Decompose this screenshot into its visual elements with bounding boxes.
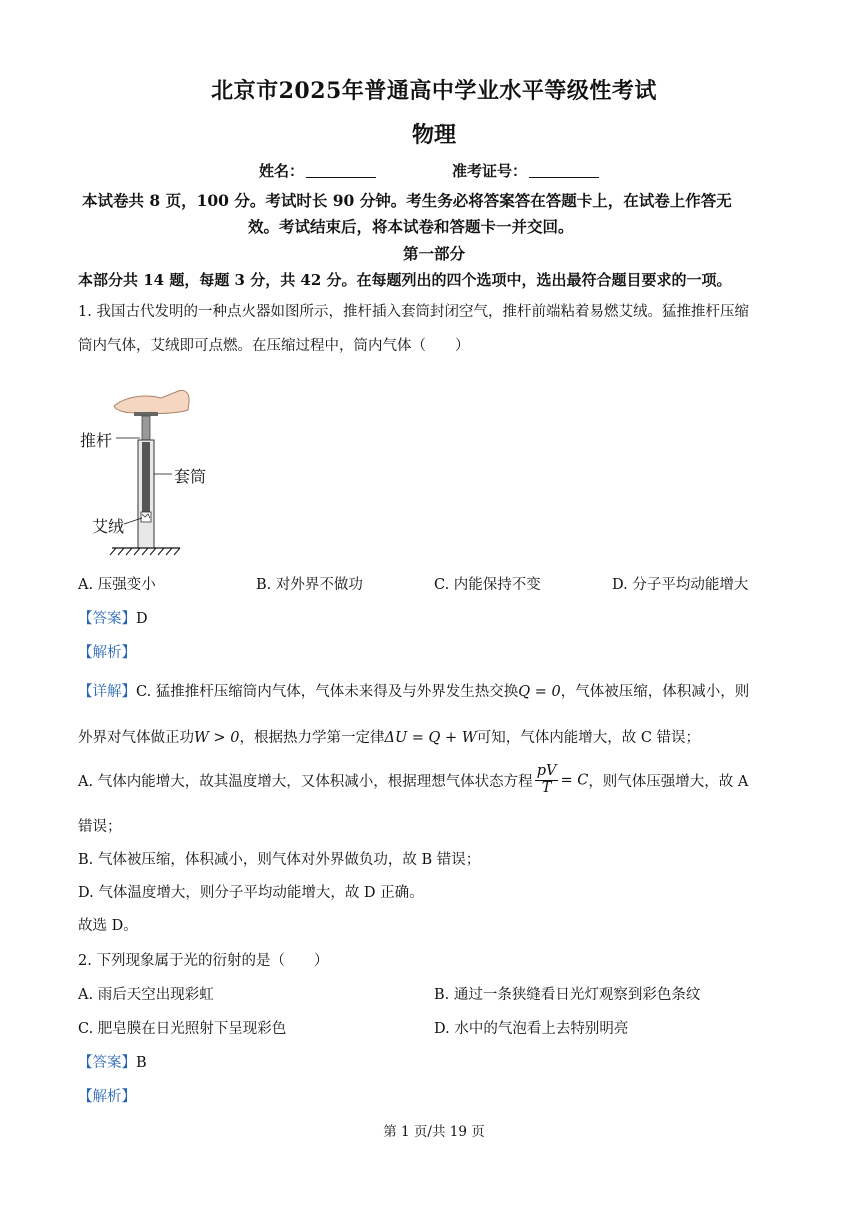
q1-option-b: B. 对外界不做功 — [256, 577, 363, 593]
q1-option-c: C. 内能保持不变 — [434, 577, 541, 593]
q2-answer-value: B — [136, 1055, 147, 1071]
rod-inner — [142, 442, 150, 512]
exam-id-field — [452, 160, 599, 181]
q2-option-a: A. 雨后天空出现彩虹 — [78, 987, 214, 1003]
q1-stem-line1: 1. 我国古代发明的一种点火器如图所示，推杆插入套筒封闭空气，推杆前端粘着易燃艾绒。猛推推杆压缩 — [78, 304, 749, 320]
q2-option-b: B. 通过一条狭缝看日光灯观察到彩色条纹 — [434, 987, 701, 1003]
page-number: 第 1 页/共 19 页 — [383, 1124, 485, 1140]
exam-title: 北京市2025年普通高中学业水平等级性考试 — [211, 78, 657, 104]
section-title: 第一部分 — [402, 244, 465, 263]
q2-analysis-tag: 【解析】 — [78, 1089, 136, 1105]
q2-option-d: D. 水中的气泡看上去特别明亮 — [434, 1021, 629, 1037]
q1-option-a: A. 压强变小 — [78, 577, 156, 593]
name-field — [259, 160, 376, 181]
section-desc: 本部分共 14 题，每题 3 分，共 42 分。在每题列出的四个选项中，选出最符合题目要求的一项。 — [78, 271, 732, 289]
q1-analysis-tag: 【解析】 — [78, 645, 136, 661]
q1-stem-line2: 筒内气体，艾绒即可点燃。在压缩过程中，筒内气体（ ） — [78, 338, 470, 354]
q1-detail-b: B. 气体被压缩，体积减小，则气体对外界做负功，故 B 错误； — [78, 852, 481, 868]
eq-q-zero: Q = 0 — [518, 684, 561, 700]
q1-detail-c-line1: 【详解】C. 猛推推杆压缩筒内气体，气体未来得及与外界发生热交换Q = 0，气体被压缩，体积减小，则 — [78, 684, 750, 700]
instructions-line2: 效。考试结束后，将本试卷和答题卡一并交回。 — [248, 217, 574, 236]
label-rod: 推杆 — [80, 431, 113, 450]
rod-shape — [142, 416, 150, 442]
exam-id-label: 准考证号： — [452, 162, 528, 180]
q1-detail-a-line2: 错误； — [78, 819, 122, 835]
exam-subject: 物理 — [411, 122, 456, 148]
label-sleeve: 套筒 — [174, 467, 207, 486]
q1-detail-d: D. 气体温度增大，则分子平均动能增大，故 D 正确。 — [78, 885, 424, 901]
name-blank — [306, 163, 376, 178]
rod-cap — [134, 412, 158, 416]
q1-option-d: D. 分子平均动能增大 — [612, 577, 749, 593]
q2-answer-tag: 【答案】 — [78, 1055, 136, 1071]
q1-detail-c-line2: 外界对气体做正功W > 0，根据热力学第一定律ΔU = Q + W可知，气体内能增大，故 C 错误； — [78, 730, 701, 746]
hand-shape — [114, 390, 189, 413]
label-moxa: 艾绒 — [92, 517, 125, 536]
eq-first-law: ΔU = Q + W — [384, 730, 477, 746]
name-label: 姓名： — [259, 162, 305, 180]
q2-stem: 2. 下列现象属于光的衍射的是（ ） — [78, 953, 329, 969]
q1-detail-a-line1: A. 气体内能增大，故其温度增大，又体积减小，根据理想气体状态方程 $\frac{pV}{T}$ = C，则气体压强增大，故 A — [78, 763, 749, 796]
q1-answer-tag: 【答案】 — [78, 611, 136, 627]
q1-figure — [76, 368, 226, 558]
q1-detail-tag: 【详解】 — [78, 684, 136, 700]
q1-answer — [78, 607, 148, 628]
q1-answer-value: D — [136, 611, 148, 627]
eq-ideal-gas-fraction: $\frac{pV}{T}$ — [536, 763, 557, 796]
exam-id-blank — [529, 163, 599, 178]
instructions-line1: 本试卷共 8 页，100 分。考试时长 90 分钟。考生务必将答案答在答题卡上，在试卷上作答无 — [82, 191, 732, 210]
q2-option-c: C. 肥皂膜在日光照射下呈现彩色 — [78, 1021, 287, 1037]
q1-conclusion: 故选 D。 — [78, 918, 138, 934]
q2-answer — [78, 1051, 147, 1072]
eq-w-positive: W > 0 — [194, 730, 240, 746]
ground-hatch — [110, 548, 180, 555]
